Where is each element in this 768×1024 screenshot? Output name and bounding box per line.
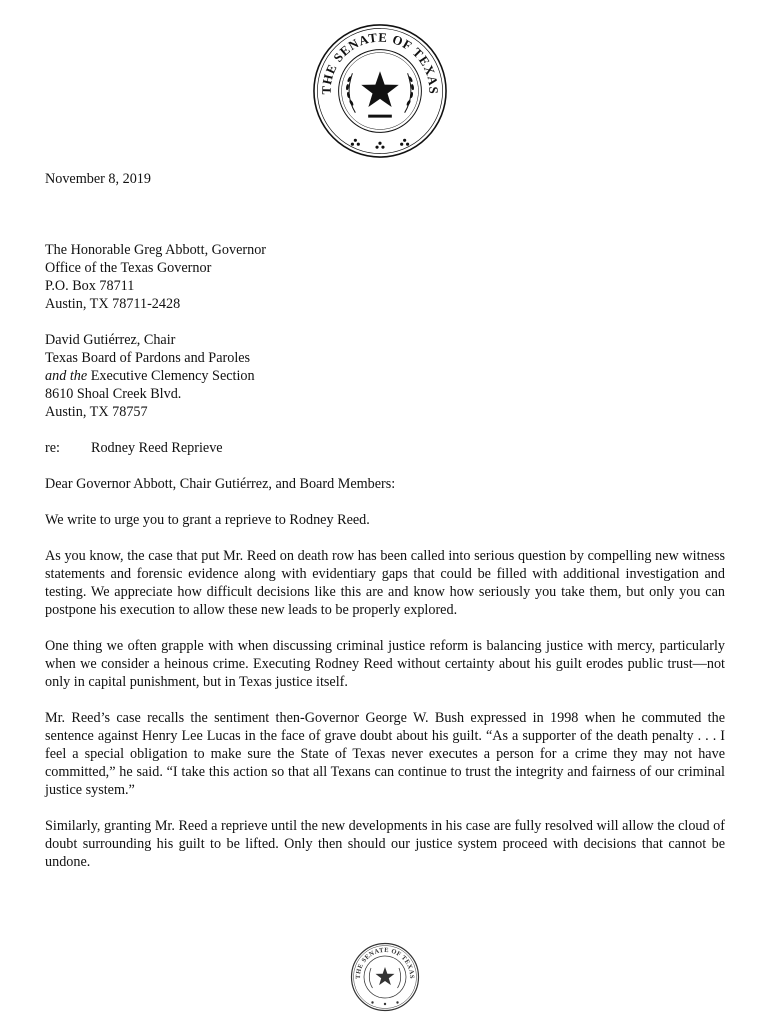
senate-of-texas-seal — [311, 22, 449, 160]
paragraph: Similarly, granting Mr. Reed a reprieve until the new developments in his case are fully resolved will allow the cloud of doubt surrounding his guilt to be lifted. Only then should our justice system proceed with decisions that cannot be undone. — [45, 818, 725, 870]
recipient-line: Austin, TX 78711-2428 — [45, 296, 181, 312]
recipient-line — [45, 367, 725, 385]
letter-date: November 8, 2019 — [45, 171, 151, 187]
recipient-line: The Honorable Greg Abbott, Governor — [45, 242, 267, 258]
recipient-italic: and the — [45, 368, 88, 384]
paragraph: Mr. Reed’s case recalls the sentiment then-Governor George W. Bush expressed in 1998 when he commuted the sentence against Henry Lee Lucas in the face of grave doubt about his guilt. “As a supporter of the death penalty . . . I feel a special obligation to make sure the State of Texas never executes a person for a crime they may not have committed,” he said. “I take this action so that all Texans can continue to trust the integrity and fairness of our criminal justice system.” — [45, 710, 725, 798]
paragraph: As you know, the case that put Mr. Reed on death row has been called into serious question by compelling new witness statements and forensic evidence along with evidentiary gaps that could be filled with additional investigation and testing. We appreciate how difficult decisions like this are and know how seriously you take them, but only you can postpone his execution to allow these new leads to be properly explored. — [45, 548, 725, 618]
recipient-line-rest: Executive Clemency Section — [87, 368, 255, 384]
salutation: Dear Governor Abbott, Chair Gutiérrez, and Board Members: — [45, 476, 396, 492]
re-subject: Rodney Reed Reprieve — [91, 440, 223, 456]
re-label: re: — [45, 440, 60, 456]
svg-text:THE SENATE OF TEXAS: THE SENATE OF TEXAS — [354, 946, 416, 979]
recipient-line: 8610 Shoal Creek Blvd. — [45, 386, 182, 402]
recipient-line: Office of the Texas Governor — [45, 260, 212, 276]
re-line — [45, 439, 725, 457]
svg-text:THE SENATE OF TEXAS: THE SENATE OF TEXAS — [319, 30, 441, 95]
recipient-line: P.O. Box 78711 — [45, 278, 135, 294]
senate-of-texas-seal-small — [350, 942, 420, 1012]
paragraph: We write to urge you to grant a reprieve to Rodney Reed. — [45, 512, 370, 528]
recipient-line: Texas Board of Pardons and Paroles — [45, 350, 251, 366]
recipient-board — [45, 331, 725, 421]
paragraph: One thing we often grapple with when discussing criminal justice reform is balancing justice with mercy, particularly when we consider a heinous crime. Executing Rodney Reed without certainty about his guilt erodes public trust—not only in capital punishment, but in Texas justice itself. — [45, 638, 725, 690]
recipient-line: David Gutiérrez, Chair — [45, 332, 176, 348]
letter-body — [45, 170, 725, 871]
recipient-line: Austin, TX 78757 — [45, 404, 148, 420]
recipient-governor — [45, 241, 725, 313]
